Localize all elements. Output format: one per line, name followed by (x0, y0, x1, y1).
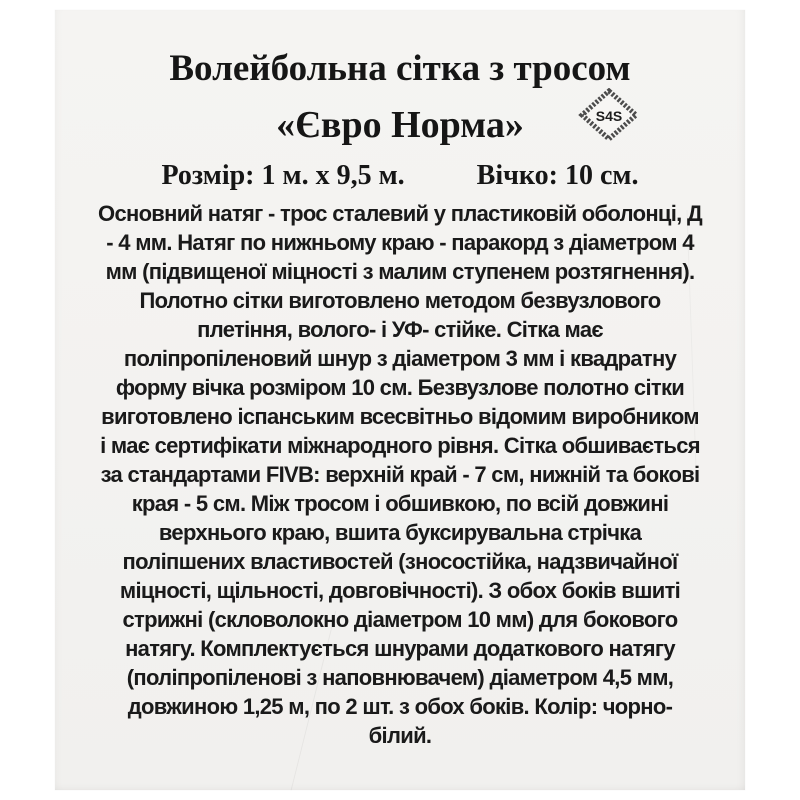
body-text-line: - 4 мм. Натяг по нижньому краю - паракорд з діаметром 4 (106, 230, 694, 255)
s4s-logo-text: S4S (595, 108, 623, 124)
body-text-line: білий. (368, 723, 432, 748)
body-text-line: поліпшених властивостей (зносостійка, надзвичайної (122, 549, 678, 574)
mesh-spec: Вічко: 10 см. (476, 160, 639, 191)
body-text-line: края - 5 см. Між тросом і обшивкою, по всій довжині (131, 491, 669, 516)
specs-row (95, 160, 705, 192)
description-text (95, 199, 705, 750)
body-text-line: поліпропіленовий шнур з діаметром 3 мм і квадратну (123, 346, 677, 371)
body-text-line: Основний натяг - трос сталевий у пластиковій оболонці, Д (98, 201, 702, 226)
body-text-line: плетіння, волого- і УФ- стійке. Сітка має (197, 317, 603, 342)
body-text-line: верхнього краю, вшита буксирувальна стрічка (158, 520, 642, 545)
body-text-line: Полотно сітки виготовлено методом безвузлового (139, 288, 661, 313)
body-text-line: і має сертифікати міжнародного рівня. Сітка обшивається (100, 433, 700, 458)
body-text-line: форму вічка розміром 10 см. Безвузлове полотно сітки (115, 375, 685, 400)
body-text-line: (поліпропіленові з наповнювачем) діаметром 4,5 мм, (126, 665, 674, 690)
body-text-line: стрижні (скловолокно діаметром 10 мм) для бокового (122, 607, 678, 632)
body-text-line: мм (підвищеної міцності з малим ступенем розтягнення). (105, 259, 695, 284)
product-title: Волейбольна сітка з тросом (169, 48, 631, 89)
s4s-diamond-logo-icon (578, 88, 640, 142)
product-label (55, 10, 745, 790)
product-name: «Євро Норма» (276, 104, 524, 146)
body-text-line: виготовлено іспанським всесвітньо відомим виробником (101, 404, 699, 429)
body-text-line: міцності, щільності, довговічності). З обох боків вшиті (119, 578, 681, 603)
size-spec: Розмір: 1 м. х 9,5 м. (161, 160, 405, 191)
body-text-line: за стандартами FIVB: верхній край - 7 см, нижній та бокові (100, 462, 700, 487)
body-text-line: довжиною 1,25 м, по 2 шт. з обох боків. Колір: чорно- (127, 694, 673, 719)
body-text-line: натягу. Комплектується шнурами додаткового натягу (125, 636, 675, 661)
product-name-row (95, 102, 705, 156)
